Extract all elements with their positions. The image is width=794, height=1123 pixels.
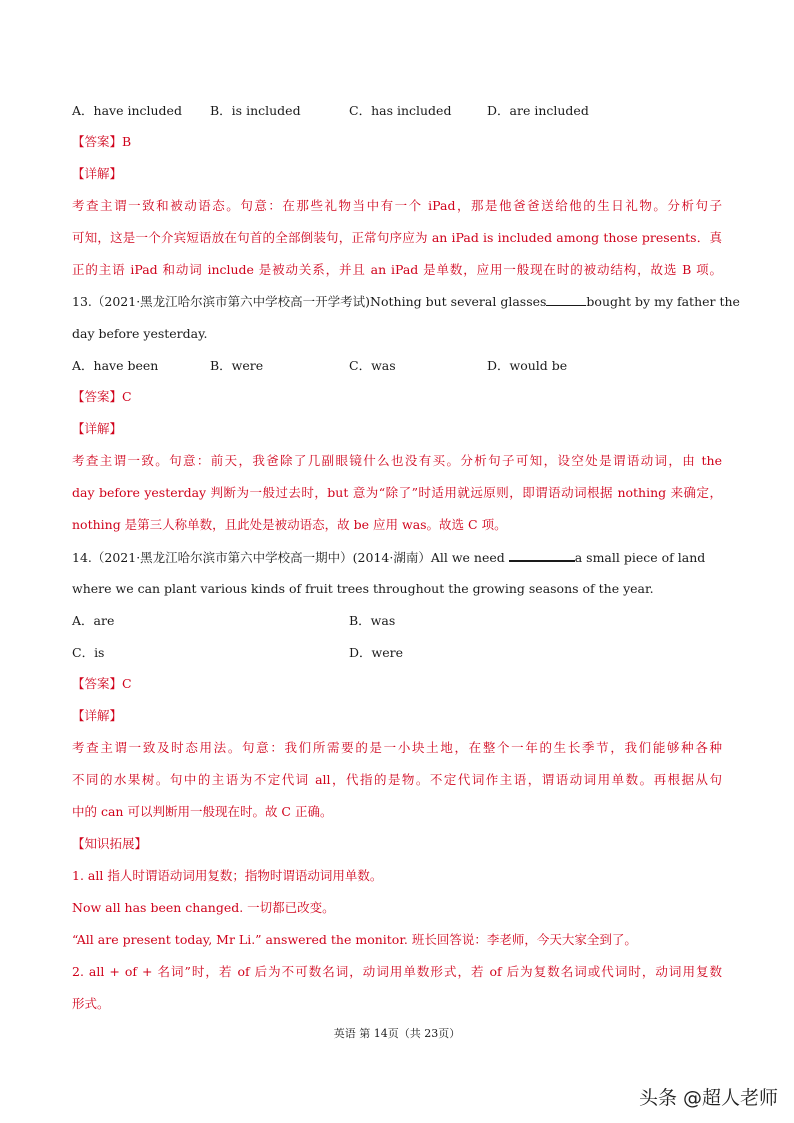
q14-explanation-line: 不同的水果树。句中的主语为不定代词 all，代指的是物。不定代词作主语，谓语动词用单数。再根据从句 — [72, 772, 722, 787]
q14-extension-line: 1. all 指人时谓语动词用复数；指物时谓语动词用单数。 — [72, 868, 383, 883]
q14-stem-after: a small piece of land — [574, 550, 706, 565]
q12-option-c: C．has included — [349, 103, 452, 118]
q12-explanation-line: 可知，这是一个介宾短语放在句首的全部倒装句，正常句序应为 an iPad is included among those presents．真 — [72, 230, 722, 245]
q14-option-c: C．is — [72, 645, 105, 660]
q12-option-a: A．have included — [72, 103, 182, 118]
q14-explanation-line: 考查主谓一致及时态用法。句意：我们所需要的是一小块土地，在整个一年的生长季节，我们能够种各种 — [72, 740, 722, 755]
q14-option-d: D．were — [349, 645, 403, 660]
q12-answer: 【答案】B — [72, 134, 132, 149]
q12-detail-label: 【详解】 — [72, 166, 123, 181]
q13-explanation-line: day before yesterday 判断为一般过去时，but 意为“除了”时适用就远原则，即谓语动词根据 nothing 来确定， — [72, 485, 722, 500]
q14-stem-line — [72, 548, 705, 567]
q13-stem-line2: day before yesterday. — [72, 326, 208, 341]
q13-option-a: A．have been — [72, 358, 159, 373]
q14-extension-line: Now all has been changed. 一切都已改变。 — [72, 900, 335, 915]
q13-stem-after: bought by my father the — [586, 294, 740, 309]
q13-option-d: D．would be — [487, 358, 568, 373]
q14-stem-line2: where we can plant various kinds of fruit trees throughout the growing seasons of the year. — [72, 581, 654, 596]
q13-explanation-line: 考查主谓一致。句意：前天，我爸除了几副眼镜什么也没有买。分析句子可知，设空处是谓语动词，由 the — [72, 453, 722, 468]
q13-stem-before: 13.（2021·黑龙江哈尔滨市第六中学校高一开学考试)Nothing but several glasses — [72, 294, 547, 309]
q12-explanation-line: 正的主语 iPad 和动词 include 是被动关系，并且 an iPad 是单数，应用一般现在时的被动结构，故选 B 项。 — [72, 262, 722, 277]
q14-explanation-line: 中的 can 可以判断用一般现在时。故 C 正确。 — [72, 804, 333, 819]
q14-extension-label: 【知识拓展】 — [72, 836, 148, 851]
q12-option-b: B．is included — [210, 103, 301, 118]
q14-blank — [509, 548, 575, 562]
q14-detail-label: 【详解】 — [72, 708, 123, 723]
q13-answer: 【答案】C — [72, 389, 132, 404]
q14-answer: 【答案】C — [72, 676, 132, 691]
q14-stem-before: 14.（2021·黑龙江哈尔滨市第六中学校高一期中）(2014·湖南）All we need — [72, 550, 505, 565]
q13-blank — [546, 293, 586, 306]
q12-option-d: D．are included — [487, 103, 589, 118]
q14-option-a: A．are — [72, 613, 115, 628]
q13-option-b: B．were — [210, 358, 264, 373]
q13-detail-label: 【详解】 — [72, 421, 123, 436]
q14-extension-line: 2. all + of + 名词”时，若 of 后为不可数名词，动词用单数形式，若 of 后为复数名词或代词时，动词用复数 — [72, 964, 722, 979]
q14-extension-line: 形式。 — [72, 996, 110, 1011]
q13-explanation-line: nothing 是第三人称单数，且此处是被动语态，故 be 应用 was。故选 C 项。 — [72, 517, 507, 532]
q13-stem-line — [72, 293, 740, 311]
q12-explanation-line: 考查主谓一致和被动语态。句意：在那些礼物当中有一个 iPad，那是他爸爸送给他的生日礼物。分析句子 — [72, 198, 722, 213]
watermark: 头条 @超人老师 — [638, 1087, 778, 1109]
page-footer: 英语 第 14页（共 23页） — [333, 1027, 461, 1040]
q13-option-c: C．was — [349, 358, 396, 373]
q14-option-b: B．was — [349, 613, 396, 628]
q14-extension-line: “All are present today, Mr Li.” answered the monitor. 班长回答说：李老师，今天大家全到了。 — [72, 932, 637, 947]
